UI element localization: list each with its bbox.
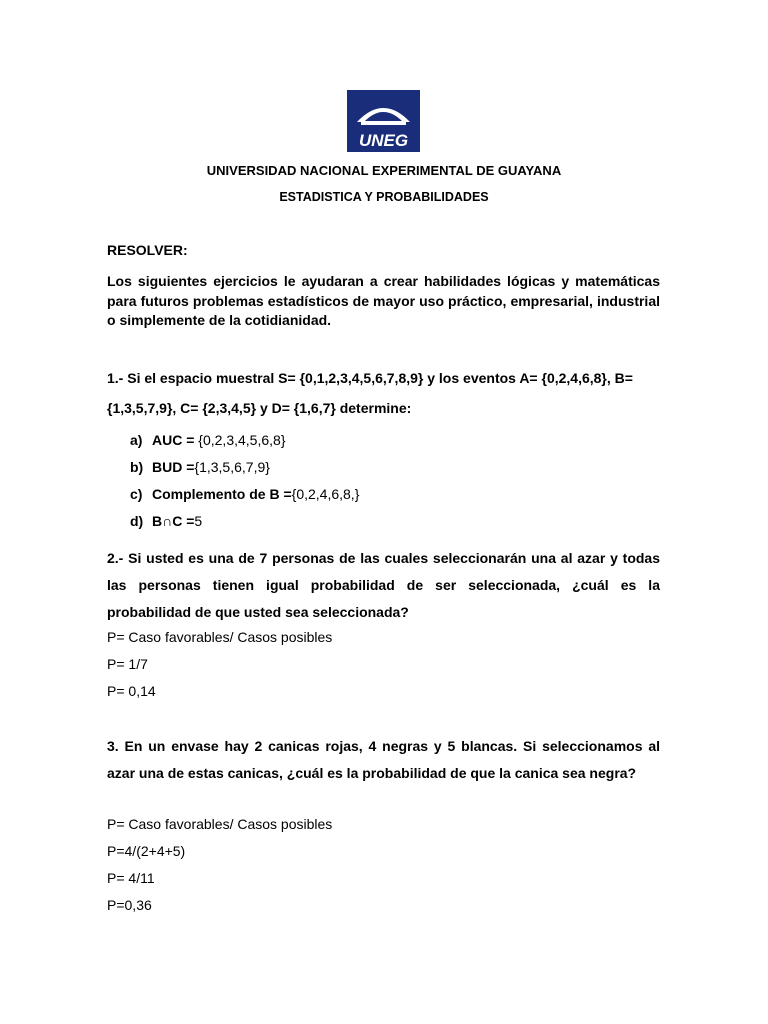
item-label: a) [130,432,143,448]
course-title: ESTADISTICA Y PROBABILIDADES [279,190,489,204]
logo-bar [361,121,406,125]
item-answer: {0,2,4,6,8,} [291,486,360,502]
question-3-line: P= Caso favorables/ Casos posibles [107,816,333,832]
item-answer: {1,3,5,6,7,9} [194,459,270,475]
intro-paragraph: Los siguientes ejercicios le ayudaran a crear habilidades lógicas y matemáticas para futuros problemas estadísticos de mayor uso práctico, empresarial, industrial o simplemente de la cotidianidad. [107,273,660,328]
question-1-statement: 1.- Si el espacio muestral S= {0,1,2,3,4,5,6,7,8,9} y los eventos A= {0,2,4,6,8}, B= {1,3,5,7,9}, C= {2,3,4,5} y D= {1,6,7} determine: [107,370,633,416]
question-2-line: P= Caso favorables/ Casos posibles [107,629,333,645]
question-3-statement: 3. En un envase hay 2 canicas rojas, 4 negras y 5 blancas. Si seleccionamos al azar una de estas canicas, ¿cuál es la probabilidad de que la canica sea negra? [107,738,660,781]
question-1-item-b [130,459,270,475]
question-1-item-c [130,486,359,502]
question-2-line: P= 0,14 [107,683,156,699]
item-label: b) [130,459,144,475]
question-3-line: P=0,36 [107,897,152,913]
item-key: BUD = [152,459,195,475]
item-key: B∩C = [152,513,195,529]
question-3-line: P= 4/11 [107,870,155,886]
uneg-logo [347,90,420,152]
question-1-item-d [130,513,202,529]
resolver-heading: RESOLVER: [107,242,188,258]
item-label: c) [130,486,143,502]
question-1-item-a [130,432,286,448]
question-2-statement: 2.- Si usted es una de 7 personas de las cuales seleccionarán una al azar y todas las personas tienen igual probabilidad de ser seleccionada, ¿cuál es la probabilidad de que usted sea seleccionada? [107,550,660,620]
item-label: d) [130,513,144,529]
item-key: Complemento de B = [152,486,292,502]
item-answer: {0,2,3,4,5,6,8} [198,432,286,448]
university-title: UNIVERSIDAD NACIONAL EXPERIMENTAL DE GUAYANA [206,163,562,178]
item-answer: 5 [194,513,203,529]
logo-text: UNEG [358,131,409,150]
question-2-line: P= 1/7 [107,656,148,672]
question-3-line: P=4/(2+4+5) [107,843,186,859]
item-key: AUC = [152,432,199,448]
